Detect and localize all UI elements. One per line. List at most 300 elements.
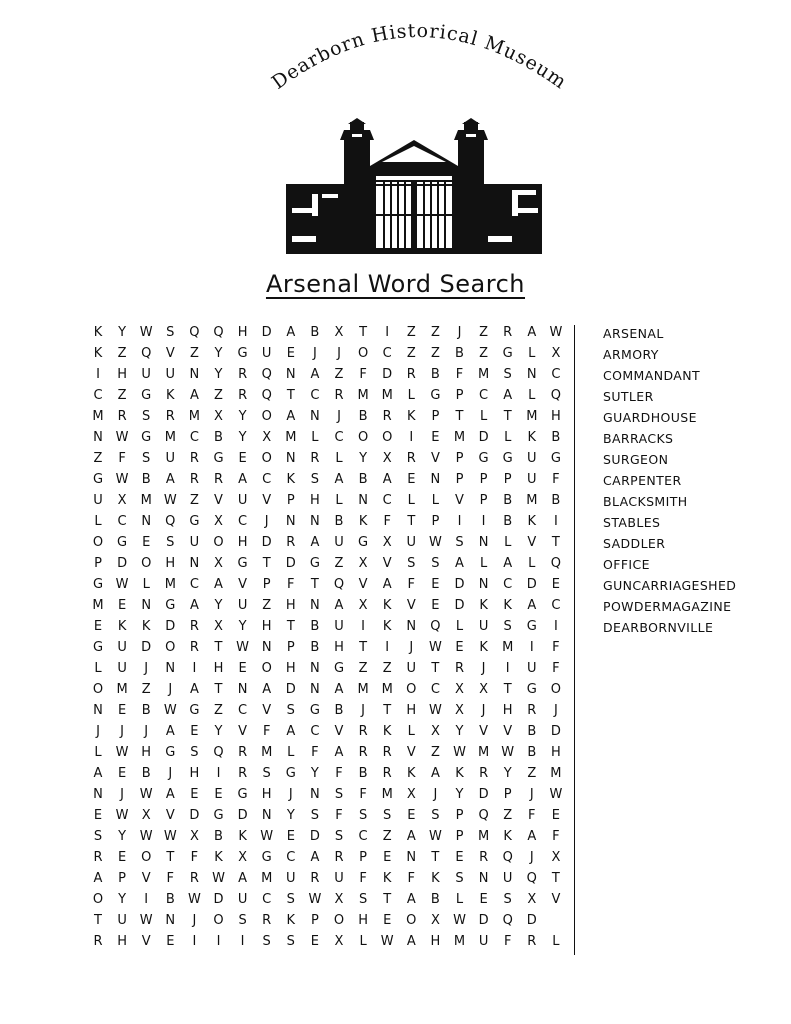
grid-letter: F [335, 808, 343, 823]
grid-letter: D [189, 808, 200, 823]
grid-letter: D [285, 556, 296, 571]
word-list-item: BARRACKS [603, 431, 674, 446]
grid-letter: N [285, 367, 296, 382]
grid-letter: X [214, 409, 223, 424]
grid-letter: L [455, 892, 464, 907]
grid-letter: V [214, 493, 223, 508]
grid-letter: Q [213, 325, 224, 340]
grid-letter: U [406, 661, 417, 676]
grid-letter: D [285, 682, 296, 697]
grid-letter: K [527, 514, 537, 529]
grid-letter: T [310, 577, 319, 592]
grid-letter: K [407, 766, 416, 781]
grid-letter: H [285, 598, 296, 613]
grid-letter: X [430, 913, 440, 928]
grid-letter: E [117, 703, 127, 718]
word-list-item: GUNCARRIAGESHED [603, 578, 737, 593]
grid-letter: D [141, 640, 152, 655]
grid-letter: S [142, 451, 151, 466]
grid-letter: F [359, 871, 367, 886]
grid-letter: Y [214, 724, 223, 739]
word-list-item: SADDLER [603, 536, 666, 551]
grid-letter: G [550, 451, 561, 466]
grid-letter: K [93, 346, 103, 361]
grid-letter: E [117, 598, 127, 613]
grid-letter: A [406, 829, 416, 844]
grid-letter: T [503, 682, 512, 697]
word-list-item: DEARBORNVILLE [603, 620, 714, 635]
grid-letter: H [189, 766, 200, 781]
grid-letter: G [92, 472, 104, 487]
grid-letter: U [117, 640, 127, 655]
grid-letter: X [334, 325, 344, 340]
grid-letter: Y [286, 808, 295, 823]
grid-letter: E [166, 934, 175, 949]
grid-letter: W [428, 829, 442, 844]
word-list-item: POWDERMAGAZINE [603, 599, 732, 614]
word-list-item: ARSENAL [603, 326, 664, 341]
grid-letter: X [455, 703, 464, 718]
grid-letter: A [165, 724, 175, 739]
grid-letter: M [140, 493, 152, 508]
grid-letter: F [407, 577, 416, 592]
word-list-item: COMMANDANT [603, 368, 700, 383]
grid-letter: U [334, 871, 344, 886]
grid-letter: H [261, 619, 272, 634]
grid-letter: P [118, 871, 127, 886]
grid-letter: R [382, 745, 392, 760]
grid-letter: E [93, 619, 103, 634]
grid-letter: Y [118, 325, 127, 340]
grid-letter: E [383, 850, 392, 865]
grid-letter: J [288, 787, 293, 802]
grid-letter: F [528, 808, 536, 823]
grid-letter: A [286, 409, 296, 424]
grid-letter: A [93, 871, 103, 886]
grid-letter: S [262, 766, 271, 781]
grid-letter: B [214, 430, 223, 445]
grid-letter: Y [359, 451, 368, 466]
grid-letter: V [527, 535, 537, 550]
grid-letter: N [310, 514, 320, 529]
grid-letter: F [359, 367, 367, 382]
grid-letter: R [189, 640, 199, 655]
grid-letter: H [285, 661, 296, 676]
grid-letter: T [407, 514, 416, 529]
grid-letter: A [334, 598, 344, 613]
grid-letter: R [262, 913, 272, 928]
grid-letter: B [551, 493, 561, 508]
grid-letter: O [261, 661, 272, 676]
grid-letter: U [165, 451, 176, 466]
grid-letter: A [527, 325, 537, 340]
grid-letter: K [382, 724, 392, 739]
grid-letter: E [142, 535, 151, 550]
grid-letter: U [117, 913, 127, 928]
grid-letter: R [454, 661, 465, 676]
grid-letter: U [334, 535, 344, 550]
grid-letter: V [141, 934, 151, 949]
grid-letter: J [553, 703, 558, 718]
grid-letter: G [261, 850, 272, 865]
grid-letter: S [503, 367, 512, 382]
grid-letter: M [357, 682, 369, 697]
grid-letter: M [357, 388, 369, 403]
grid-letter: X [334, 892, 344, 907]
grid-letter: J [120, 787, 125, 802]
grid-letter: L [94, 745, 102, 760]
grid-letter: M [381, 388, 393, 403]
grid-letter: U [406, 535, 417, 550]
grid-letter: L [94, 661, 102, 676]
grid-letter: P [310, 913, 319, 928]
grid-letter: Q [550, 556, 561, 571]
word-list-item: SURGEON [603, 452, 669, 467]
grid-letter: L [311, 430, 319, 445]
grid-letter: V [165, 346, 175, 361]
grid-letter: A [165, 787, 175, 802]
word-list-item: STABLES [603, 515, 661, 530]
grid-letter: C [479, 388, 489, 403]
grid-letter: M [550, 766, 562, 781]
grid-letter: W [115, 430, 129, 445]
grid-letter: Z [406, 325, 416, 340]
grid-letter: N [93, 787, 103, 802]
grid-letter: Z [117, 346, 127, 361]
grid-letter: L [142, 577, 150, 592]
grid-letter: T [383, 703, 392, 718]
grid-letter: L [335, 451, 343, 466]
grid-letter: T [262, 556, 271, 571]
grid-letter: U [261, 346, 272, 361]
grid-letter: Y [455, 787, 464, 802]
grid-letter: S [286, 703, 295, 718]
grid-letter: F [455, 367, 464, 382]
grid-letter: Z [334, 556, 344, 571]
grid-letter: O [406, 913, 417, 928]
grid-letter: W [139, 829, 153, 844]
grid-letter: U [237, 493, 248, 508]
grid-letter: A [382, 472, 392, 487]
grid-letter: F [118, 451, 126, 466]
grid-letter: N [165, 913, 176, 928]
grid-letter: C [503, 577, 513, 592]
grid-letter: V [334, 724, 344, 739]
grid-letter: S [286, 892, 295, 907]
grid-letter: J [144, 724, 149, 739]
grid-letter: H [358, 913, 368, 928]
grid-letter: L [528, 346, 536, 361]
grid-letter: D [309, 829, 320, 844]
grid-letter: T [214, 640, 223, 655]
museum-name-arc [0, 0, 791, 110]
grid-letter: N [285, 514, 296, 529]
grid-letter: O [213, 535, 224, 550]
grid-letter: A [382, 577, 392, 592]
grid-letter: U [502, 871, 513, 886]
grid-letter: T [383, 892, 392, 907]
grid-letter: K [527, 430, 537, 445]
grid-letter: K [407, 409, 416, 424]
grid-letter: Z [141, 682, 151, 697]
grid-letter: I [409, 430, 414, 445]
grid-letter: M [164, 577, 176, 592]
grid-letter: R [382, 409, 392, 424]
grid-letter: X [238, 850, 248, 865]
grid-letter: O [141, 850, 152, 865]
grid-letter: S [310, 472, 320, 487]
grid-letter: B [358, 409, 368, 424]
grid-letter: E [431, 430, 440, 445]
grid-letter: Z [479, 325, 489, 340]
grid-letter: S [383, 808, 392, 823]
grid-letter: D [261, 535, 272, 550]
grid-letter: H [502, 703, 513, 718]
grid-letter: K [238, 829, 247, 844]
grid-letter: K [503, 829, 512, 844]
grid-letter: U [141, 367, 151, 382]
grid-letter: H [237, 535, 248, 550]
grid-letter: T [431, 661, 440, 676]
grid-letter: A [334, 472, 344, 487]
grid-letter: I [457, 514, 462, 529]
grid-letter: W [212, 871, 225, 886]
grid-letter: J [96, 724, 100, 739]
grid-letter: H [237, 325, 248, 340]
grid-letter: M [453, 934, 466, 949]
grid-letter: X [406, 787, 416, 802]
grid-letter: G [502, 451, 513, 466]
grid-letter: K [214, 850, 223, 865]
grid-letter: I [385, 325, 390, 340]
grid-letter: P [286, 493, 295, 508]
grid-letter: X [358, 598, 368, 613]
grid-letter: I [216, 766, 221, 781]
grid-letter: U [334, 619, 344, 634]
grid-letter: T [286, 619, 295, 634]
grid-letter: N [478, 535, 489, 550]
grid-letter: T [551, 535, 560, 550]
grid-letter: D [478, 913, 489, 928]
grid-letter: Z [382, 661, 392, 676]
grid-letter: D [117, 556, 128, 571]
grid-letter: Z [430, 346, 440, 361]
grid-letter: K [382, 619, 392, 634]
grid-letter: W [139, 913, 153, 928]
grid-letter: B [358, 766, 368, 781]
grid-letter: N [358, 493, 368, 508]
grid-letter: D [213, 892, 224, 907]
grid-letter: L [504, 535, 512, 550]
grid-letter: R [213, 472, 224, 487]
grid-letter: N [406, 850, 417, 865]
word-list-item: CARPENTER [603, 473, 682, 488]
grid-letter: N [310, 598, 320, 613]
grid-letter: N [478, 871, 489, 886]
grid-letter: H [551, 745, 561, 760]
grid-letter: Y [503, 766, 512, 781]
grid-letter: S [407, 556, 416, 571]
grid-letter: C [430, 682, 440, 697]
grid-letter: K [141, 619, 151, 634]
grid-letter: S [431, 808, 440, 823]
grid-letter: Q [478, 808, 489, 823]
grid-letter: E [407, 472, 416, 487]
grid-letter: R [238, 766, 248, 781]
grid-letter: I [385, 640, 390, 655]
grid-letter: R [238, 367, 248, 382]
grid-letter: H [117, 367, 127, 382]
grid-letter: G [237, 556, 248, 571]
grid-letter: R [334, 850, 344, 865]
grid-letter: M [92, 598, 104, 613]
grid-letter: J [168, 682, 173, 697]
grid-letter: Z [406, 346, 416, 361]
grid-letter: Q [526, 871, 537, 886]
grid-letter: Y [214, 367, 223, 382]
grid-letter: F [552, 640, 560, 655]
grid-letter: M [526, 409, 538, 424]
grid-letter: W [139, 787, 153, 802]
grid-letter: A [310, 850, 320, 865]
grid-letter: A [165, 472, 175, 487]
grid-letter: S [286, 934, 295, 949]
grid-letter: G [141, 388, 152, 403]
grid-letter: C [93, 388, 103, 403]
grid-letter: W [187, 892, 201, 907]
grid-letter: P [94, 556, 102, 571]
grid-letter: Q [550, 388, 561, 403]
word-list-item: ARMORY [603, 347, 659, 362]
grid-letter: T [551, 871, 560, 886]
word-list-item: SUTLER [603, 389, 654, 404]
grid-letter: C [117, 514, 127, 529]
grid-letter: A [262, 682, 272, 697]
grid-letter: G [213, 808, 224, 823]
grid-letter: M [116, 682, 128, 697]
grid-letter: V [165, 808, 175, 823]
grid-letter: R [189, 871, 199, 886]
grid-letter: S [190, 745, 199, 760]
grid-letter: C [238, 514, 248, 529]
grid-letter: G [165, 745, 176, 760]
grid-letter: F [166, 871, 175, 886]
grid-letter: W [163, 703, 177, 718]
grid-letter: W [115, 577, 129, 592]
grid-letter: Y [455, 724, 464, 739]
grid-letter: H [213, 661, 224, 676]
grid-letter: O [165, 640, 176, 655]
grid-letter: P [262, 577, 271, 592]
grid-letter: E [383, 913, 392, 928]
grid-letter: K [286, 913, 296, 928]
grid-letter: K [503, 598, 512, 613]
grid-letter: J [312, 346, 317, 361]
grid-letter: Y [118, 892, 127, 907]
grid-letter: O [357, 430, 369, 445]
grid-letter: X [382, 451, 392, 466]
grid-letter: X [189, 829, 199, 844]
grid-letter: Y [310, 766, 319, 781]
grid-letter: V [503, 724, 513, 739]
grid-letter: G [213, 451, 224, 466]
grid-letter: I [96, 367, 100, 382]
grid-letter: Z [430, 745, 440, 760]
grid-letter: V [479, 724, 489, 739]
grid-letter: W [139, 325, 153, 340]
grid-letter: G [502, 346, 513, 361]
grid-letter: Z [214, 703, 223, 718]
grid-letter: S [503, 619, 512, 634]
grid-letter: A [93, 766, 103, 781]
grid-letter: P [431, 409, 440, 424]
grid-letter: J [337, 346, 341, 361]
grid-letter: Y [238, 409, 247, 424]
grid-letter: R [93, 850, 103, 865]
grid-letter: Z [479, 346, 489, 361]
grid-letter: G [333, 661, 345, 676]
grid-letter: W [453, 745, 466, 760]
grid-letter: W [428, 703, 442, 718]
grid-letter: Y [214, 346, 223, 361]
grid-letter: R [479, 850, 489, 865]
grid-letter: V [262, 493, 272, 508]
grid-letter: U [478, 619, 489, 634]
grid-letter: F [262, 724, 271, 739]
grid-letter: O [382, 430, 393, 445]
grid-letter: X [430, 724, 440, 739]
grid-letter: M [164, 430, 176, 445]
grid-letter: Y [214, 598, 223, 613]
grid-letter: V [358, 577, 368, 592]
grid-letter: N [237, 682, 248, 697]
grid-letter: F [552, 661, 560, 676]
grid-letter: K [382, 871, 392, 886]
worksheet-title: Arsenal Word Search [265, 270, 526, 298]
grid-letter: P [503, 787, 512, 802]
grid-letter: Z [117, 388, 127, 403]
grid-letter: C [382, 493, 392, 508]
grid-letter: L [528, 388, 536, 403]
grid-letter: X [455, 682, 464, 697]
grid-letter: R [189, 619, 199, 634]
grid-letter: A [455, 556, 464, 571]
grid-letter: I [144, 892, 149, 907]
grid-letter: U [527, 661, 537, 676]
grid-letter: S [262, 934, 271, 949]
grid-letter: D [454, 598, 465, 613]
grid-letter: C [310, 388, 320, 403]
grid-letter: C [262, 892, 272, 907]
grid-letter: A [527, 829, 537, 844]
grid-letter: I [216, 934, 221, 949]
grid-letter: P [431, 514, 440, 529]
grid-letter: N [526, 367, 537, 382]
grid-letter: D [261, 325, 272, 340]
grid-letter: S [455, 871, 464, 886]
grid-letter: I [192, 661, 197, 676]
grid-letter: J [168, 766, 173, 781]
grid-letter: N [189, 367, 200, 382]
grid-letter: Z [382, 829, 392, 844]
grid-letter: U [237, 892, 248, 907]
grid-letter: X [479, 682, 489, 697]
grid-letter: G [526, 682, 537, 697]
grid-letter: V [141, 871, 151, 886]
grid-letter: X [141, 808, 151, 823]
grid-letter: V [238, 724, 248, 739]
grid-letter: L [407, 388, 415, 403]
